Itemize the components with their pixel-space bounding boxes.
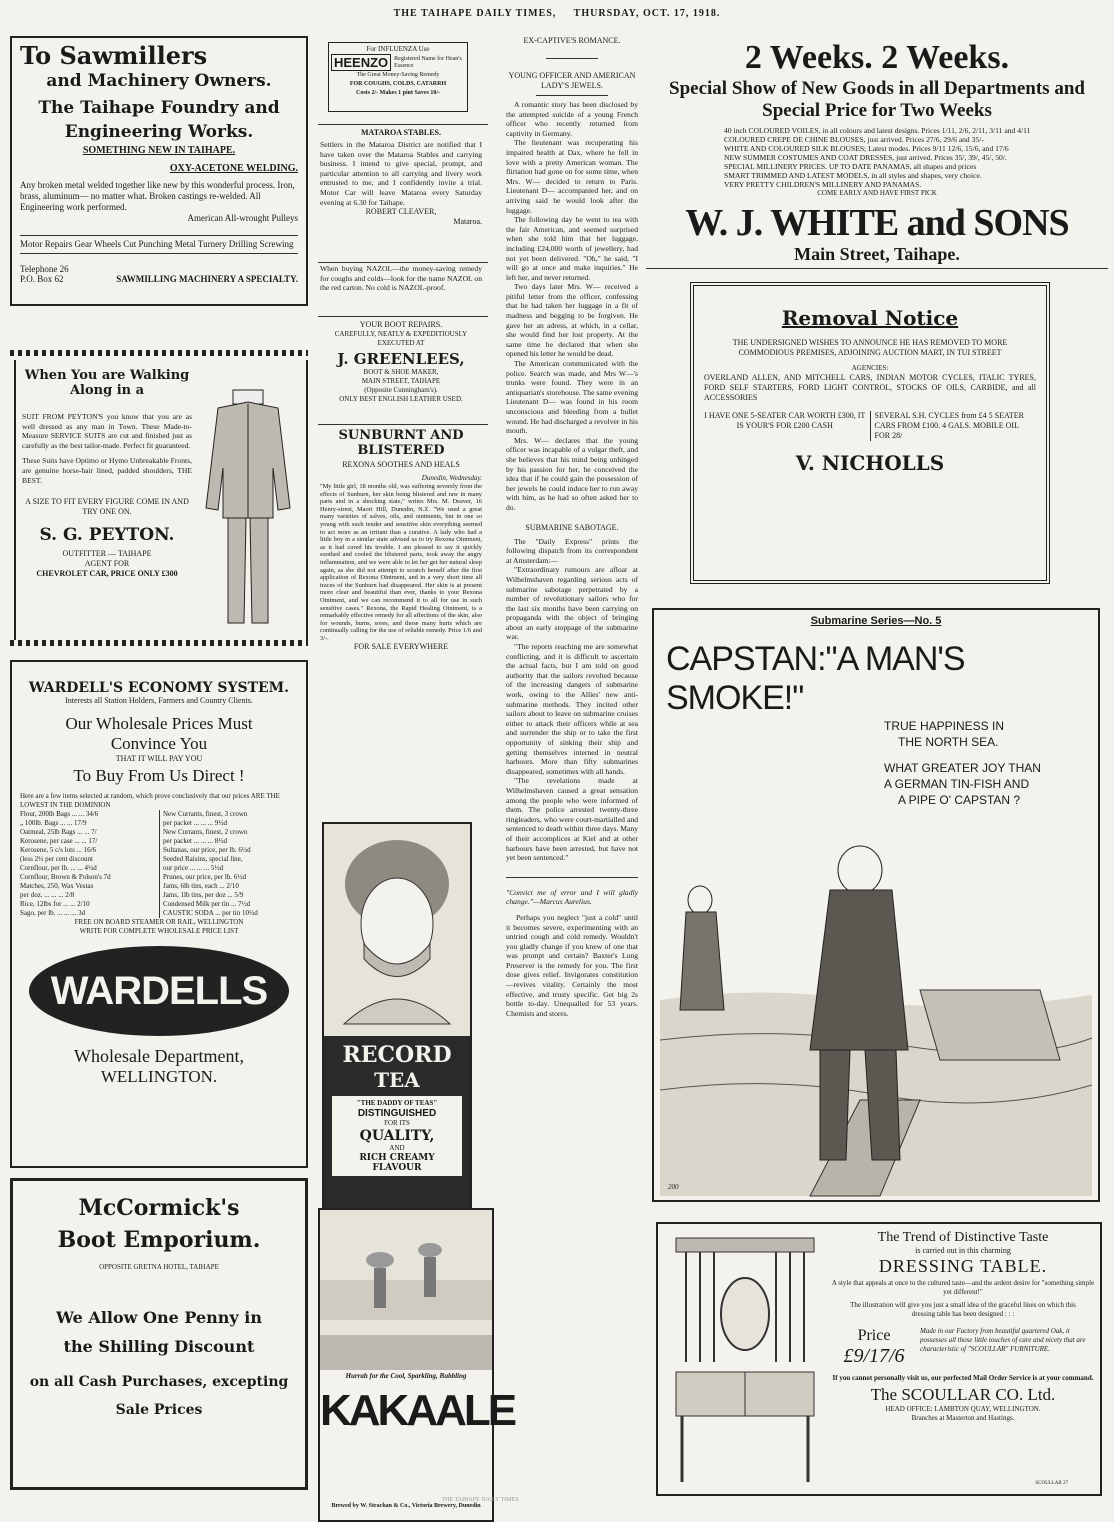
removal-notice-ad [690,282,1050,584]
price-item-right: New Currants, finest, 3 crown [163,810,248,818]
tea-label: TEA [374,1068,420,1092]
wardell-h1: Our Wholesale Prices Must [65,714,253,733]
record-brand: RECORD [342,1042,452,1068]
greenlees-l3: BOOT & SHOE MAKER, [363,368,439,376]
peyton-heading-2: Along in a [69,383,145,398]
article-paragraph: "The reports reaching me are somewhat conflicting, and it is difficult to ascertain the actual facts, but I am told on good authority that the sailors revolted because of the increasing dangers of submarine work, owing to the Allies' new anti-submarine methods. They incited other sailors about to leave on submarine cruises either to attack their officers while at sea and surrender the ship or to take the first opportunity of sinking their ship and getting themselves interned in neutral harbours. More than fifty submarines disappeared, sometimes with all hands. [506,642,638,776]
price-item-right: Condensed Milk per tin ... 7½d [163,900,251,908]
wardell-h4: To Buy From Us Direct ! [73,766,245,785]
paper-name: THE TAIHAPE DAILY TIMES, [393,8,557,19]
foundry-name: The Taihape Foundry and [38,98,280,118]
capstan-quote-4: A GERMAN TIN-FISH AND [884,777,1030,791]
removal-agencies: AGENCIES: [851,364,889,372]
scoullar-dressing-table: DRESSING TABLE. [878,1256,1048,1276]
discount-line-3: on all Cash Purchases, excepting [29,1374,289,1390]
capstan-quote-3: WHAT GREATER JOY THAN [884,761,1041,775]
excaptive-sub: YOUNG OFFICER AND AMERICAN LADY'S JEWELS. [508,71,636,90]
wardells-logo-text: WARDELLS [50,968,268,1013]
article-paragraph: "The revelations made at Wilhelmshaven caused a great sensation among the people who were informed of them. The police arrested twenty-three ringleaders, who were court-martialled and sentenced to death within three days. Many of their accomplices at Kiel and at other harbours have been arrested, but have not yet been sentenced." [506,776,638,863]
divider [646,268,1108,269]
column-3 [506,36,638,1496]
welding-body: Any broken metal welded together like new by this wonderful process. Iron, brass, aluminum— no matter what. Broken castings re-welded. All Engineering work performed. [20,180,295,212]
price-item-right: New Currants, finest, 2 crown [163,828,248,836]
capstan-quote-2: THE NORTH SEA. [898,735,999,749]
wardell-ad [10,660,308,1168]
greenlees-l1: YOUR BOOT REPAIRS. [359,320,443,329]
mccormick-ad [10,1178,308,1490]
mataroa-place: Mataroa. [453,217,482,227]
capstan-number: 200 [668,1183,679,1191]
rexona-sale: FOR SALE EVERYWHERE [353,642,449,652]
peyton-car: CHEVROLET CAR, PRICE ONLY £300 [36,569,178,579]
capstan-quote-5: A PIPE O' CAPSTAN ? [898,793,1021,807]
price-amount: £9/17/6 [843,1345,905,1367]
greenlees-l4: MAIN STREET, TAIHAPE [361,377,441,385]
aurelius-quote: "Convict me of error and I will gladly change."—Marcus Aurelius. [506,887,638,907]
white-item: NEW SUMMER COSTUMES AND COAT DRESSES, just arrived. Prices 35/, 39/, 45/, 50/. [724,153,1007,162]
wardell-write: WRITE FOR COMPLETE WHOLESALE PRICE LIST [79,927,239,935]
removal-agencies-body: OVERLAND ALLEN, AND MITCHELL CARS, INDIAN MOTOR CYCLES, ITALIC TYRES, FORD SELF STARTERS, FORD LIGHT CONTROL, STOCKS OF OILS, CARBIDE, and all ACCESSORIES [704,373,1036,402]
wardell-title: WARDELL'S ECONOMY SYSTEM. [28,680,290,696]
foundry-name-2: Engineering Works. [64,122,254,142]
sailor-illustration [660,800,1092,1196]
price-item-left: Cornflour, per lb. ... ... 4½d [20,864,97,872]
peyton-body: SUIT FROM PEYTON'S you know that you are as well dressed as any man in Town. These Made-to-Measure SERVICE SUITS are cut and finished just as carefully as the best tailor-made. Perfect fit guaranteed. [22,412,192,450]
price-item-right: CAUSTIC SODA ... per tin 10½d [163,909,258,917]
woman-drinking-tea-illustration [324,824,470,1036]
rexona-body: "My little girl, 18 months old, was suffering severely from the effects of Sunburn, her skin being blistered and raw in many parts and in a shocking state," writes Mrs. M. Deaver, 16 Henry-street, Maori Hill, Dunedin, N.Z. "We used a great many varieties of salves, oils, and ointments, but in one so young with such tender and sensitive skin everything seemed to act more as an irritant than a curative. A lady who had a little boy in a similar state advised us to try Rexona Ointment, as it had cured his trouble. I am pleased to say it quickly soothed and cooled the blistered parts, took away the angry inflammation, and we were able to let her get her natural sleep again, as she did not attempt to scratch herself after the first application of Rexona Ointment, and in a very short time all traces of the Sunburn had disappeared. Her skin is at present more clear and beautiful than ever, thanks to your Rexona Ointment, and we can recommend it to all for use in such sensitive cases." Rexona, the Rapid Healing Ointment, is a remarkably effective remedy for all affections of the skin, also for wounds, burns, sores, and those many hurts which are continually calling for the use of reliable remedy. Price 1/6 and 3/-. [320,483,482,642]
mccormick-name: McCormick's [78,1195,240,1221]
mataroa-ad [320,128,482,227]
dressing-table-illustration [666,1232,824,1488]
scoullar-mail: If you cannot personally visit us, our perfected Mail Order Service is at your command. [832,1374,1094,1382]
capstan-ad [652,608,1100,1202]
something-new: SOMETHING NEW IN TAIHAPE. [82,145,236,156]
price-item-left: Flour, 200lb Bags ... ... 34/6 [20,810,99,818]
price-item-right: per packet ... ... ... 8½d [163,837,227,845]
record-and: AND [389,1144,405,1152]
price-label: Price [857,1327,891,1344]
wardell-h2: Convince You [110,734,208,753]
price-item-right: Sultanas, our price, per lb. 6½d [163,846,251,854]
wardell-intro: Here are a few items selected at random, which prove conclusively that our prices ARE THE LOWEST IN THE DOMINION [20,792,280,809]
record-flavour: RICH CREAMY FLAVOUR [359,1153,435,1173]
record-daddy: "THE DADDY OF TEAS" [356,1099,438,1107]
scoullar-branches: Branches at Masterton and Hastings. [911,1414,1015,1422]
article-paragraph: A romantic story has been disclosed by the attempted suicide of a young French officer who recently returned from captivity in Germany. [506,100,638,138]
discount-line-1: We Allow One Penny in [56,1308,262,1327]
scoullar-name: The SCOULLAR CO. Ltd. [870,1385,1056,1404]
white-sons-ad [646,38,1108,264]
white-item: SPECIAL MILLINERY PRICES. UP TO DATE PANAMAS, all shapes and prices [724,162,977,171]
sabotage-article [506,537,638,863]
record-tea-ad [322,822,472,1218]
mataroa-body: Settlers in the Mataroa District are notified that I have taken over the Mataroa Stables and carrying business. I intend to give special, prompt, and particular attention to all carrying and livery work entrusted to me, and I confidently invite a trial. Motor Car will leave Mataroa every Saturday evening at 6.30 for Taihape. [320,140,482,207]
price-item-left: „ 100lb. Bags ... ... 17/9 [20,819,87,827]
divider [318,316,488,317]
white-item: 40 inch COLOURED VOILES, in all colours and latest designs. Prices 1/11, 2/6, 2/11, 3/11 and 4/11 [724,126,1031,135]
article-paragraph: Two days later Mrs. W— received a pitiful letter from the officer, confessing that he had taken her luggage in a fit of madness and begging to be forgiven. He gave her an adress, at which, in a cellar, she would find her lost property. At the same time he declared that when she opened his letter he would be dead. [506,282,638,359]
greenlees-l2: CAREFULLY, NEATLY & EXPEDITIOUSLY EXECUTED AT [334,330,468,347]
greenlees-name: J. GREENLEES, [337,350,465,368]
price-item-left: Kerosene, 5 c/s lots ... 16/6 [20,846,97,854]
scoullar-l1: The Trend of Distinctive Taste [877,1230,1049,1245]
kakaale-tag: Hurrah for the Cool, Sparkling, Bubbling [345,1372,467,1380]
ornament-border-bottom [10,640,308,646]
wardell-dept: Wholesale Department, [74,1046,244,1066]
scoullar-ad [656,1222,1102,1496]
article-paragraph: Mrs. W— declares that the young officer was incapable of a vulgar theft, and she believes that his mind being unhinged by his passion for her, he conceived the idea that if he could gain the possession of her jewels he could induce her to run away with him, as he had so often asked her to do. [506,435,638,512]
peyton-ad [14,360,308,640]
removal-cycles: SEVERAL S.H. CYCLES from £4 5 SEATER CARS FROM £100. 4 GALS. MOBILE OIL FOR 28/ [874,411,1024,440]
greenlees-ad [320,320,482,404]
white-come: COME EARLY AND HAVE FIRST PICK [817,189,937,197]
wardell-h3: THAT IT WILL PAY YOU [115,754,203,763]
heenzo-reg: Registered Name for Hean's Essence [394,55,462,69]
nazol-ad: When buying NAZOL—the money-saving remedy for coughs and colds—look for the name NAZOL on the red carton. No cold is NAZOL-proof. [320,264,482,293]
discount-line-4: Sale Prices [115,1402,203,1418]
baxter-ad: Perhaps you neglect "just a cold" until it becomes severe, experimenting with an untried cough and cold remedy. Wouldn't you gladly change if you knew of one that was prompt and certain? Baxter's Lung Preserver is the remedy for you. The first dose gives relief. Invigorates constitution—revives vitality. Certainly the most effective, and trusty specific. Get big 2s bottle to-day. Unequalled for 53 years. Chemists and stores. [506,912,638,1018]
record-for: FOR ITS [384,1119,410,1127]
wardell-free: FREE ON BOARD STEAMER OR RAIL, WELLINGTON [74,918,244,926]
price-item-right: Prunes, our price, per lb. 6½d [163,873,247,881]
oxy-welding: OXY-ACETONE WELDING. [169,163,298,174]
article-paragraph: The American communicated with the police. Search was made, and Mrs W—'s trunks were found. They were in an antiquarian's storehouse. The same evening Lieutenant D— was found in his room unconscious and bleeding from a bullet wound. He had discharged a revolver in his mouth. [506,359,638,436]
price-list [20,810,298,918]
price-item-right: our price ... ... ... 5½d [163,864,224,872]
rexona-h2: BLISTERED [357,443,445,458]
scoullar-code: SCOULLAR 27 [1035,1481,1068,1486]
peyton-heading: When You are Walking [24,368,190,383]
record-distinguished: DISTINGUISHED [357,1108,437,1119]
removal-body: THE UNDERSIGNED WISHES TO ANNOUNCE HE HAS REMOVED TO MORE COMMODIOUS PREMISES, ADJOINING AUCTION MART, IN TUI STREET [732,338,1008,357]
nicholls-name: V. NICHOLLS [795,451,945,475]
greenlees-l5: (Opposite Cunningham's). [364,386,438,394]
excaptive-article [506,100,638,513]
rexona-h3: REXONA SOOTHES AND HEALS [342,460,460,469]
heenzo-top: For INFLUENZA Use [366,45,430,53]
capstan-heading: CAPSTAN:"A MAN'S SMOKE!" [666,640,965,717]
article-paragraph: "Extraordinary rumours are afloat at Wilhelmshaven regarding serious acts of submarine sabotage perpetrated by a number of revolutionary sailors who for the last six months have been carrying on propaganda with the object of bringing about an early stoppage of the submarine war. [506,565,638,642]
record-quality: QUALITY, [359,1128,435,1144]
heenzo-ad [328,42,468,112]
white-street: Main Street, Taihape. [794,244,960,264]
price-item-left: Cornflour, Brown & Polson's 7d [20,873,111,881]
peyton-body-2: These Suits have Optimo or Hymo Unbreakable Fronts, are genuine horse-hair lined, padded shoulders, THE BEST. [22,456,192,485]
white-item: WHITE AND COLOURED SILK BLOUSES; Latest modes. Prices 9/11 12/6, 15/6, and 17/6 [724,144,1009,153]
services-list: Motor Repairs Gear Wheels Cut Punching Metal Turnery Drilling Screwing [20,235,298,254]
rexona-date: Dunedin, Wednesday. [421,474,482,482]
divider [546,58,598,59]
peyton-outfitter: OUTFITTER — TAIHAPE [62,549,152,559]
price-item-left: per doz. ... ... ... 2/8 [20,891,75,899]
article-paragraph: The lieutenant was recuperating his impaired health at Dax, where he fell in love with a pretty American woman. The flirtation had gone on for some time, when Mrs. W— decided to return to Paris. Lieutenant D— accompanied her, and on arriving said he would look after the luggage. [506,138,638,215]
divider [318,424,488,425]
price-item-right: Seeded Raisins, special line, [163,855,243,863]
page-header [0,8,1114,19]
peyton-agent: AGENT FOR [84,559,130,569]
peyton-name: S. G. PEYTON. [39,525,175,546]
price-item-left: (less 2½ per cent discount [20,855,93,863]
discount-line-2: the Shilling Discount [63,1337,255,1356]
sawmillers-ad [10,36,308,306]
capstan-quote-1: TRUE HAPPINESS IN [884,719,1005,733]
article-paragraph: The following day he went to tea with the fair American, and seemed surprised when she told him that her luggage, including £24,000 worth of jewellery, had not yet been delivered. "Oh," he said, "I will go at once and make inquiries." He left her, and never returned. [506,215,638,282]
page-footer: THE TAIHAPE DAILY TIMES [441,1497,519,1503]
ornament-border [10,350,308,356]
scoullar-office: HEAD OFFICE: LAMBTON QUAY, WELLINGTON. [885,1405,1041,1413]
two-weeks-heading: 2 Weeks. 2 Weeks. [744,39,1010,76]
divider [318,124,488,125]
wardell-city: WELLINGTON. [100,1067,218,1086]
wardells-logo [29,946,289,1036]
suit-illustration [198,368,298,630]
removal-car-offer: I HAVE ONE 5-SEATER CAR WORTH £300, IT IS YOUR'S FOR £200 CASH [704,411,871,441]
price-item-left: Sago, per lb. ... ... ... 3d [20,909,86,917]
pulleys: American All-wrought Pulleys [187,213,298,223]
heenzo-for: FOR COUGHS, COLDS, CATARRH [349,81,447,87]
mataroa-name: ROBERT CLEAVER, [365,207,437,217]
mccormick-emporium: Boot Emporium. [57,1227,261,1253]
kakaale-brewery: Brewed by W. Strachan & Co., Victoria Brewery, Dunedin [331,1503,481,1509]
white-name: W. J. WHITE and SONS [685,202,1069,244]
greenlees-l6: ONLY BEST ENGLISH LEATHER USED. [339,395,463,403]
sabotage-title: SUBMARINE SABOTAGE. [525,522,619,532]
excaptive-title: EX-CAPTIVE'S ROMANCE. [523,36,621,45]
specialty: SAWMILLING MACHINERY A SPECIALTY. [116,274,298,284]
divider [536,95,608,96]
heenzo-brand: HEENZO [331,54,391,71]
kakaale-brand: KAKAALE [320,1386,515,1435]
rexona-h1: SUNBURNT AND [338,428,464,443]
price-item-left: Oatmeal, 25lb Bags ... ... 7/ [20,828,97,836]
price-item-left: Rice, 12lbs for ... ... 2/10 [20,900,90,908]
sawmillers-heading: To Sawmillers [20,41,208,70]
price-item-left: Matches, 250, Wax Vestas [20,882,94,890]
sawmillers-sub: and Machinery Owners. [46,71,272,91]
scoullar-made: Made in our Factory from beautiful quartered Oak, it possesses all those little touches of care and nicety that are characteristic of "SCOULLAR" FURNITURE. [920,1327,1086,1353]
po-box: P.O. Box 62 [20,274,64,284]
wardell-sub: Interests all Station Holders, Farmers and Country Clients. [65,696,253,705]
telephone: Telephone 26 [20,264,69,274]
white-item: SMART TRIMMED AND LATEST MODELS, in all styles and shapes, very choice. [724,171,982,180]
price-item-right: Jams, 1lb tins, per doz ... 5/9 [163,891,244,899]
price-item-right: Jams, 6lb tins, each ... 2/10 [163,882,239,890]
white-item: COLOURED CREPE DE CHINE BLOUSES, just arrived. Prices 27/6, 29/6 and 35/- [724,135,984,144]
price-item-left: Kerosene, per case ... ... 17/ [20,837,98,845]
heenzo-sub: The Great Money-Saving Remedy [356,72,440,78]
issue-date: THURSDAY, OCT. 17, 1918. [573,8,721,19]
white-item: VERY PRETTY CHILDREN'S MILLINERY AND PANAMAS. [724,180,922,189]
scoullar-l4: A style that appeals at once to the cultured taste—and the ardent desire for "something simple yet different!" [831,1279,1095,1296]
kakaale-ad [318,1208,515,1522]
scoullar-l5: The illustration will give you just a small idea of the graceful lines on which this dressing table has been designed : : : [850,1301,1076,1318]
white-items [724,126,1038,189]
divider [318,262,488,263]
seaside-illustration [320,1210,492,1370]
heenzo-cost: Costs 2/- Makes 1 pint Saves 10/- [355,90,440,96]
special-show: Special Show of New Goods in all Departments and Special Price for Two Weeks [669,78,1085,121]
peyton-size: A SIZE TO FIT EVERY FIGURE COME IN AND TRY ONE ON. [25,497,189,517]
removal-title: Removal Notice [781,306,959,330]
capstan-series: Submarine Series—No. 5 [810,615,942,627]
article-paragraph: The "Daily Express" prints the following dispatch from its correspondent at Amsterdam:— [506,536,638,565]
scoullar-l2: is carried out in this charming [915,1246,1011,1255]
divider [506,877,638,878]
price-item-right: per packet ... ... ... 9½d [163,819,227,827]
rexona-ad [320,428,482,652]
mccormick-address: OPPOSITE GRETNA HOTEL, TAIHAPE [99,1263,219,1271]
mataroa-title: MATAROA STABLES. [360,128,441,137]
